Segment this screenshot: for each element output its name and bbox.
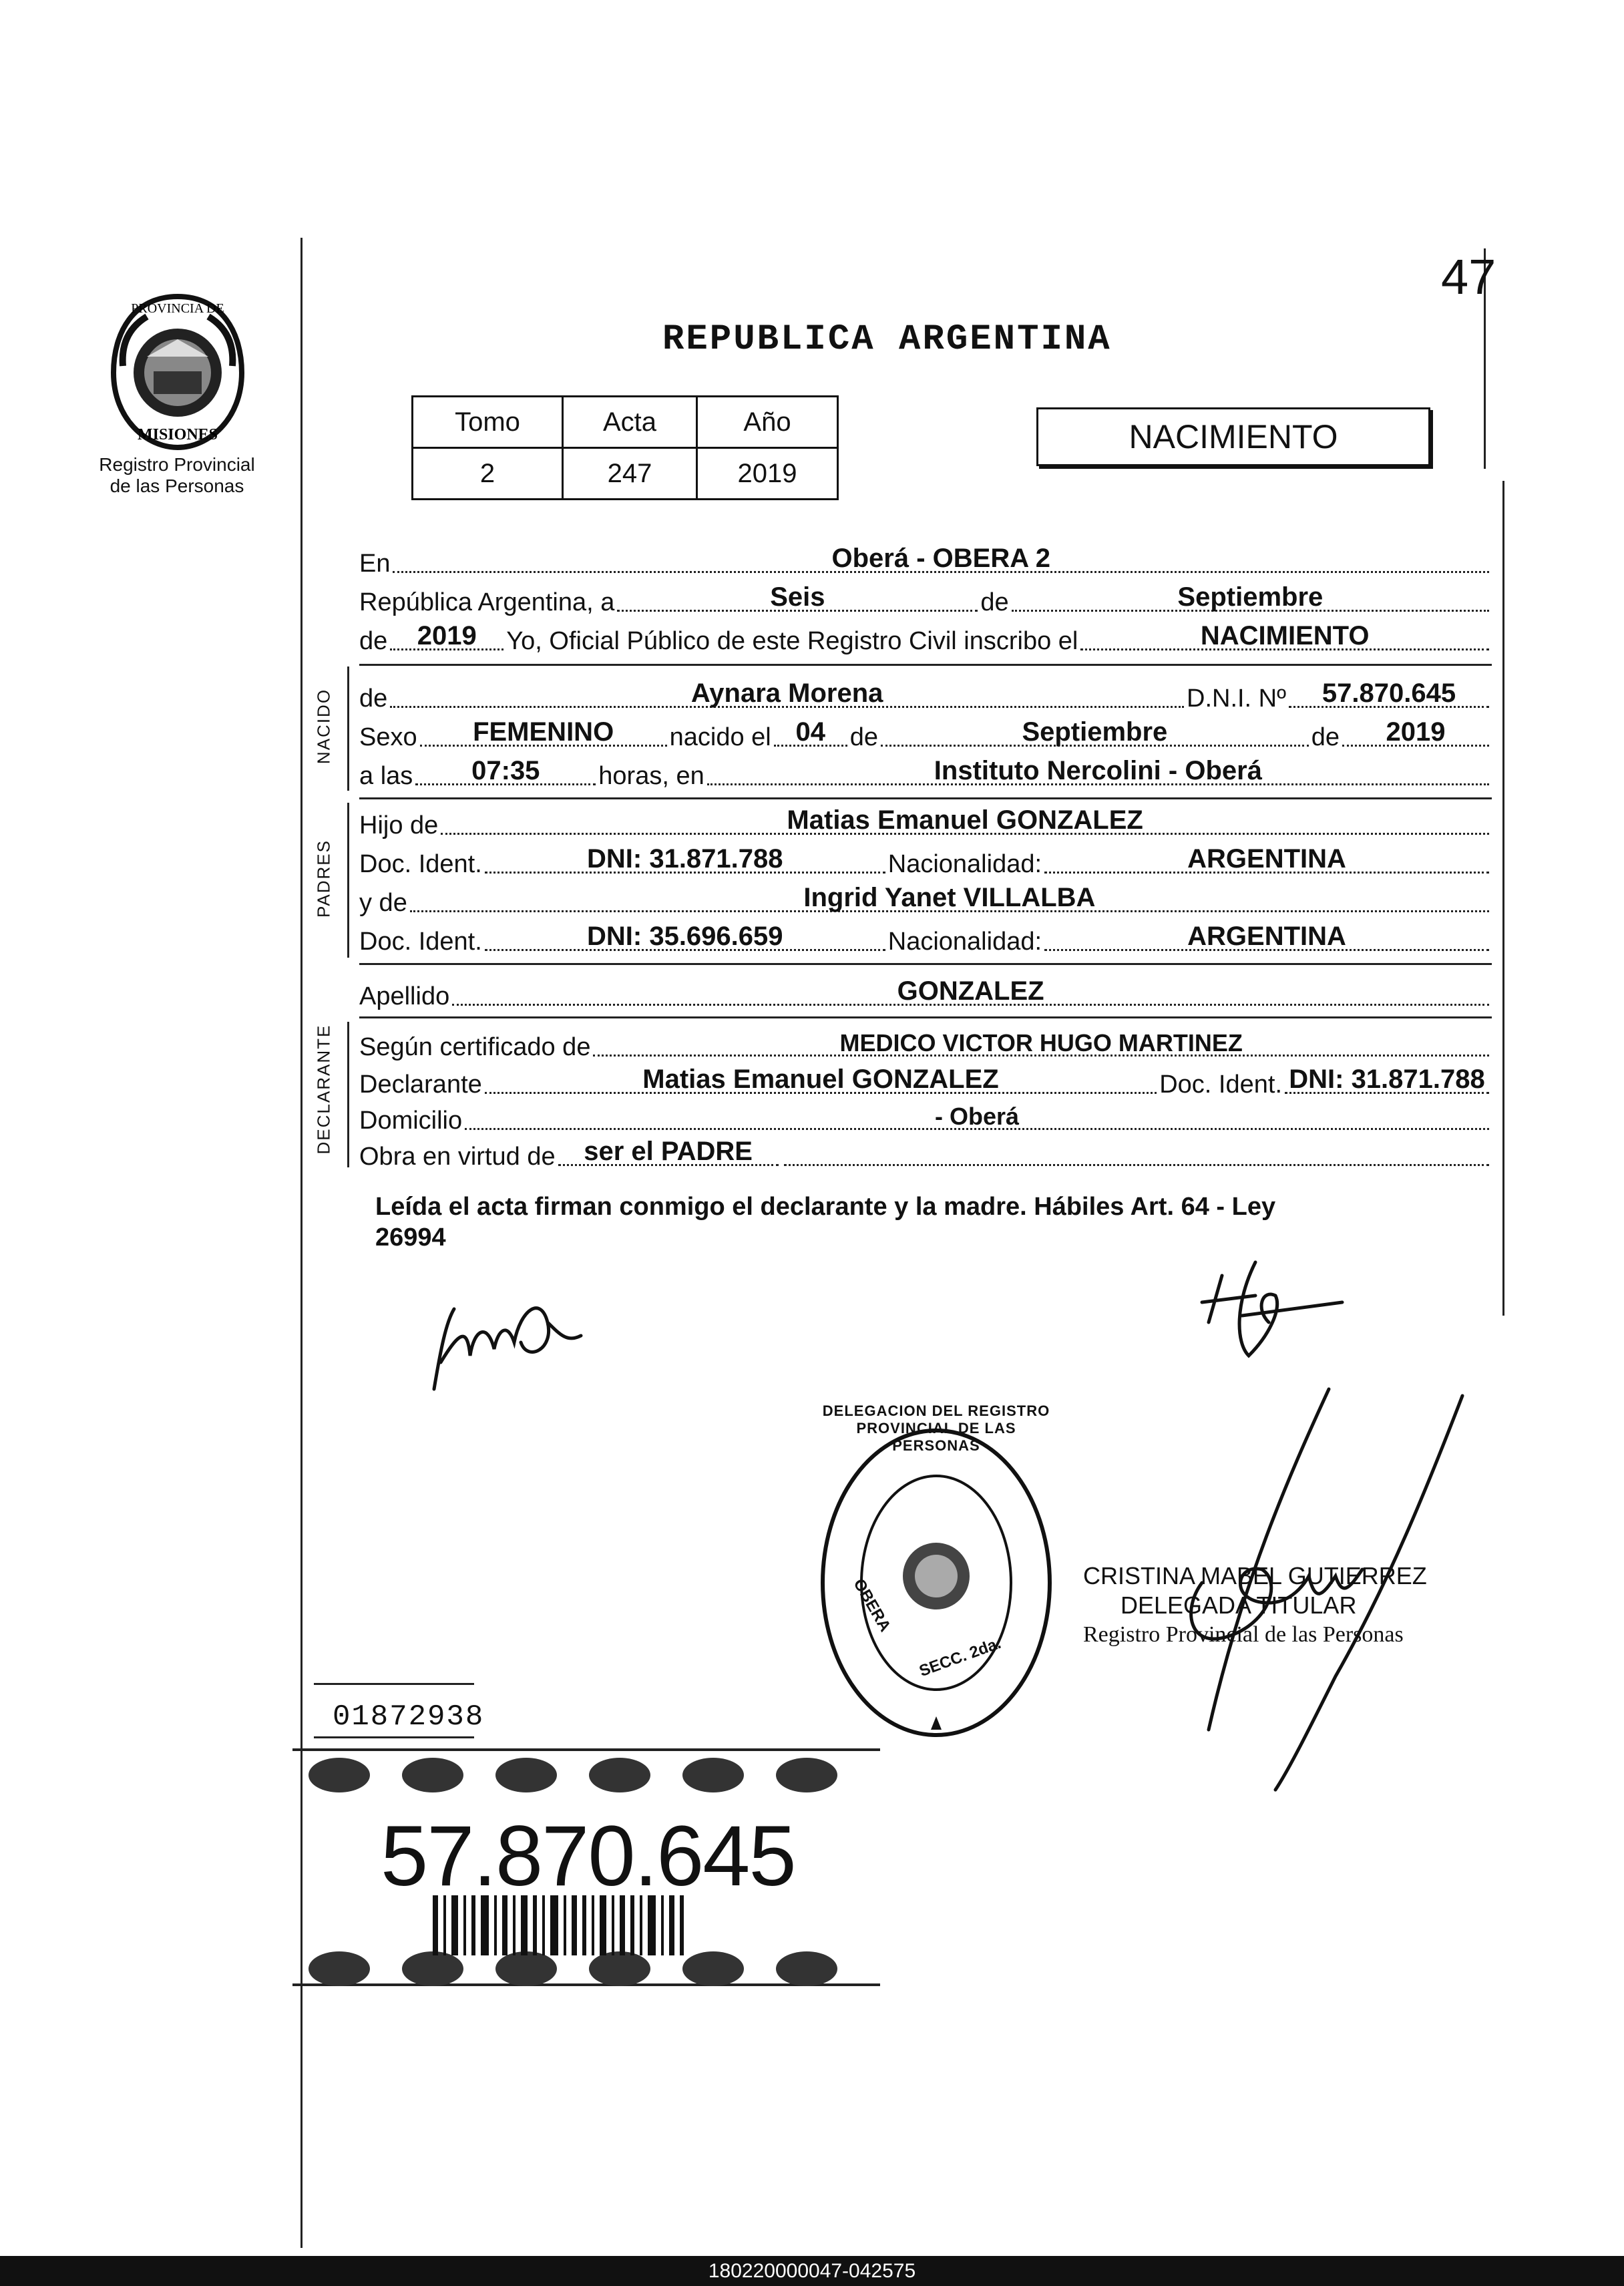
father-doc: DNI: 31.871.788: [587, 844, 783, 874]
padres-bracket: [347, 803, 349, 958]
officer-name: CRISTINA MABEL GUTIERREZ: [1083, 1562, 1427, 1589]
year-value: 2019: [417, 621, 477, 650]
row-en: En Oberá - OBERA 2: [359, 540, 1492, 578]
row-date: República Argentina, a Seis de Septiembre: [359, 578, 1492, 617]
declarant-name: Matias Emanuel GONZALEZ: [642, 1065, 999, 1094]
legal-text: Leída el acta firman conmigo el declarante y la madre. Hábiles Art. 64 - Ley 26994: [375, 1193, 1276, 1252]
divider: [359, 797, 1492, 799]
row-apellido: Apellido GONZALEZ: [359, 972, 1492, 1011]
divider: [359, 963, 1492, 965]
serial-underline: [314, 1736, 474, 1738]
row-nacido-name: de Aynara Morena D.N.I. Nº 57.870.645: [359, 675, 1492, 713]
dni-label-number: 57.870.645: [381, 1808, 795, 1904]
birth-time: 07:35: [471, 756, 540, 785]
declarante-section-label: DECLARANTE: [313, 1024, 334, 1155]
inscribo-value: NACIMIENTO: [1200, 621, 1370, 650]
row-father: Hijo de Matias Emanuel GONZALEZ: [359, 801, 1492, 840]
tomo-value: 2: [413, 448, 563, 500]
address-value: - Oberá: [935, 1103, 1020, 1130]
seal-text: DELEGACION DEL REGISTRO PROVINCIAL DE LAS PERSONAS: [822, 1402, 1050, 1454]
month-value: Septiembre: [1177, 582, 1324, 612]
place-value: Oberá - OBERA 2: [831, 544, 1050, 573]
mother-doc: DNI: 35.696.659: [587, 922, 783, 951]
birth-month: Septiembre: [1022, 717, 1168, 747]
svg-text:PROVINCIA DE: PROVINCIA DE: [131, 301, 224, 316]
row-domicilio: Domicilio - Oberá: [359, 1097, 1492, 1135]
day-value: Seis: [770, 582, 825, 612]
row-father-doc: Doc. Ident. DNI: 31.871.788 Nacionalidad: ARGENTINA: [359, 840, 1492, 879]
nacido-bracket: [347, 666, 349, 791]
footer-code-bar: 180220000047-042575: [0, 2256, 1624, 2286]
padres-section-label: PADRES: [313, 839, 334, 918]
mother-nationality: ARGENTINA: [1187, 922, 1346, 951]
tomo-header: Tomo: [413, 397, 563, 448]
officer-registry: Registro Provincial de las Personas: [1083, 1622, 1404, 1647]
page-number: 47: [1441, 249, 1496, 305]
certificate-value: MEDICO VICTOR HUGO MARTINEZ: [839, 1029, 1243, 1057]
divider: [359, 664, 1492, 666]
acta-value: 247: [563, 448, 697, 500]
declarant-signature-icon: [414, 1282, 601, 1402]
document-title: REPUBLICA ARGENTINA: [662, 319, 1112, 360]
ano-header: Año: [697, 397, 838, 448]
row-mother-doc: Doc. Ident. DNI: 35.696.659 Nacionalidad: ARGENTINA: [359, 918, 1492, 956]
father-name: Matias Emanuel GONZALEZ: [787, 805, 1143, 835]
svg-text:MISIONES: MISIONES: [137, 426, 218, 443]
row-declarante: Declarante Matias Emanuel GONZALEZ Doc. Ident. DNI: 31.871.788: [359, 1061, 1492, 1099]
divider: [359, 1016, 1492, 1018]
birth-day: 04: [795, 717, 825, 747]
child-name: Aynara Morena: [690, 679, 883, 708]
father-nationality: ARGENTINA: [1187, 844, 1346, 874]
birth-place: Instituto Nercolini - Oberá: [934, 756, 1262, 785]
officer-block: [1083, 1561, 1427, 1650]
row-nacido-time: a las 07:35 horas, en Instituto Nercolini - Oberá: [359, 752, 1492, 791]
declarant-doc: DNI: 31.871.788: [1289, 1065, 1485, 1094]
registry-name: Registro Provincial de las Personas: [99, 454, 255, 496]
child-sex: FEMENINO: [473, 717, 614, 747]
seal-inner-left: OBERA: [849, 1575, 895, 1636]
nacido-section-label: NACIDO: [313, 688, 334, 765]
obra-value: ser el PADRE: [584, 1137, 753, 1166]
seal-inner-right: SECC. 2da.: [917, 1634, 1004, 1681]
ano-value: 2019: [697, 448, 838, 500]
row-inscribo: de 2019 Yo, Oficial Público de este Registro Civil inscribo el NACIMIENTO: [359, 617, 1492, 656]
serial-rule: [314, 1683, 474, 1685]
provincial-logo-icon: [107, 293, 248, 453]
mother-name: Ingrid Yanet VILLALBA: [803, 883, 1096, 912]
right-margin-line-lower: [1502, 481, 1504, 1316]
acta-header: Acta: [563, 397, 697, 448]
serial-number: 01872938: [333, 1700, 485, 1734]
record-type-box: NACIMIENTO: [1036, 407, 1430, 466]
surname-value: GONZALEZ: [897, 976, 1044, 1006]
row-mother: y de Ingrid Yanet VILLALBA: [359, 879, 1492, 918]
row-certificado: Según certificado de MEDICO VICTOR HUGO MARTINEZ: [359, 1023, 1492, 1062]
officer-role: DELEGADA TITULAR: [1121, 1591, 1357, 1619]
birth-year: 2019: [1386, 717, 1446, 747]
row-nacido-sex: Sexo FEMENINO nacido el 04 de Septiembre de 2019: [359, 713, 1492, 752]
declarante-bracket: [347, 1022, 349, 1167]
child-dni: 57.870.645: [1322, 679, 1456, 708]
row-obra: Obra en virtud de ser el PADRE: [359, 1133, 1492, 1171]
mother-signature-icon: [1195, 1249, 1349, 1369]
reference-table: [411, 395, 839, 500]
